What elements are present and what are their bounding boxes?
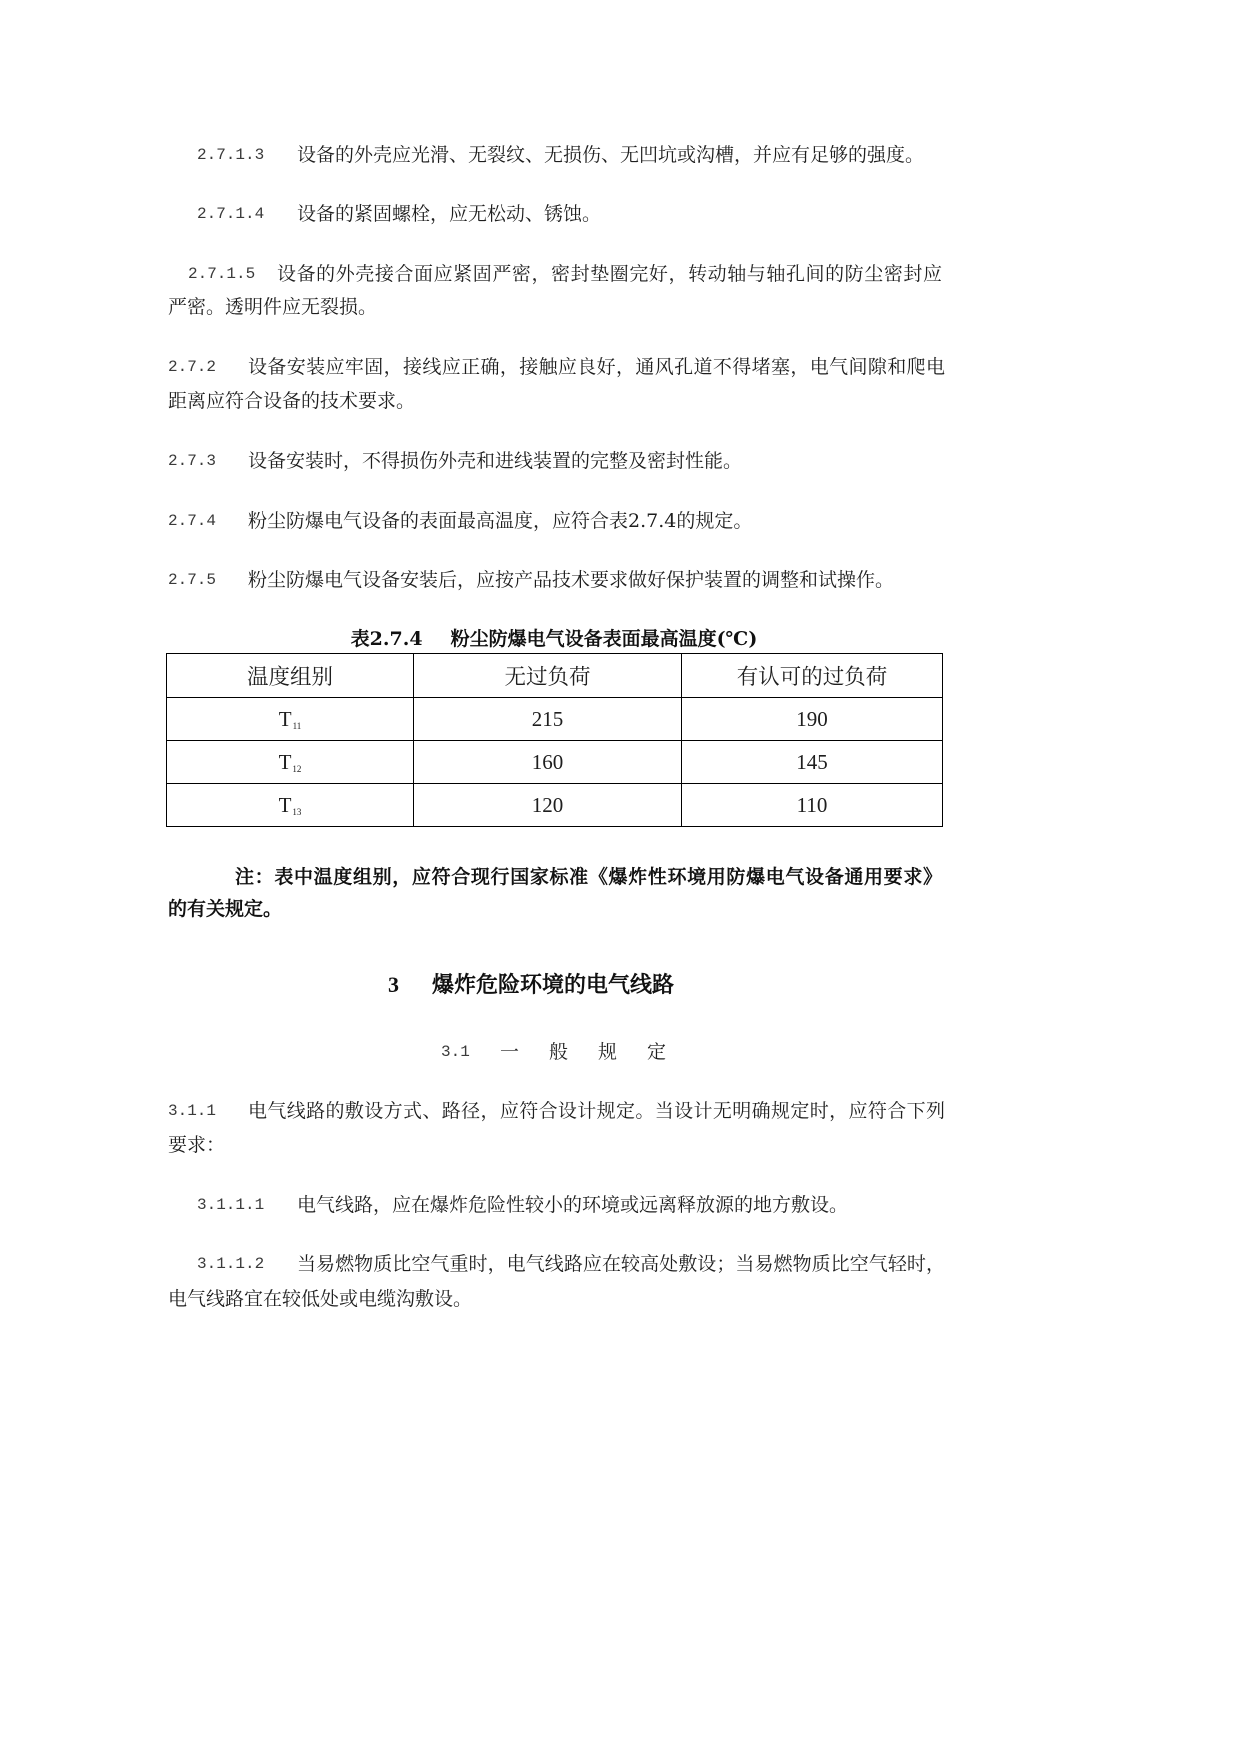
clause-text: 当易燃物质比空气重时，电气线路应在较高处敷设；当易燃物质比空气轻时， bbox=[297, 1253, 945, 1275]
column-header-no-overload: 无过负荷 bbox=[414, 654, 682, 698]
chapter-number: 3 bbox=[388, 972, 399, 997]
group-symbol: T bbox=[278, 749, 292, 774]
approved-overload-cell: 110 bbox=[682, 784, 943, 827]
temperature-group-cell bbox=[167, 784, 414, 827]
clause-text: 设备的外壳应光滑、无裂纹、无损伤、无凹坑或沟槽，并应有足够的强度。 bbox=[297, 144, 925, 166]
clause-text: 设备安装应牢固，接线应正确，接触应良好，通风孔道不得堵塞，电气间隙和爬电 bbox=[248, 356, 945, 378]
clause-number: 3.1.1.1 bbox=[197, 1196, 265, 1214]
group-subscript: 11 bbox=[292, 720, 302, 731]
clause-number: 3.1.1 bbox=[168, 1102, 217, 1120]
temperature-table bbox=[166, 653, 943, 827]
no-overload-cell: 160 bbox=[414, 741, 682, 784]
clause-text: 设备的外壳接合面应紧固严密，密封垫圈完好，转动轴与轴孔间的防尘密封应 bbox=[277, 263, 942, 285]
clause-text: 粉尘防爆电气设备安装后，应按产品技术要求做好保护装置的调整和试操作。 bbox=[248, 569, 895, 591]
clause-number: 2.7.2 bbox=[168, 358, 217, 376]
group-symbol: T bbox=[278, 706, 292, 731]
clause-number: 3.1.1.2 bbox=[197, 1255, 265, 1273]
no-overload-cell: 120 bbox=[414, 784, 682, 827]
clause-text: 粉尘防爆电气设备的表面最高温度，应符合表2.7.4的规定。 bbox=[248, 510, 753, 532]
clause-text-continuation: 要求： bbox=[168, 1134, 226, 1156]
table-row bbox=[167, 741, 943, 784]
clause-text: 设备安装时，不得损伤外壳和进线装置的完整及密封性能。 bbox=[248, 450, 743, 472]
clause-text: 电气线路的敷设方式、路径，应符合设计规定。当设计无明确规定时，应符合下列 bbox=[248, 1100, 945, 1122]
table-caption-number: 表2.7.4 bbox=[350, 628, 423, 650]
clause-text-continuation: 距离应符合设备的技术要求。 bbox=[168, 390, 416, 412]
clause-text: 设备的紧固螺栓，应无松动、锈蚀。 bbox=[297, 203, 602, 225]
approved-overload-cell: 190 bbox=[682, 698, 943, 741]
clause-text-continuation: 严密。透明件应无裂损。 bbox=[168, 296, 378, 318]
table-caption bbox=[166, 628, 942, 650]
section-title: 一 般 规 定 bbox=[500, 1041, 672, 1063]
clause-number: 2.7.4 bbox=[168, 512, 217, 530]
clause-number: 2.7.1.3 bbox=[197, 146, 265, 164]
group-subscript: 13 bbox=[292, 806, 302, 817]
table-header-row bbox=[167, 654, 943, 698]
section-number: 3.1 bbox=[441, 1043, 470, 1061]
clause-number: 2.7.3 bbox=[168, 452, 217, 470]
clause-text-continuation: 电气线路宜在较低处或电缆沟敷设。 bbox=[168, 1288, 473, 1310]
table-caption-title: 粉尘防爆电气设备表面最高温度(℃) bbox=[450, 628, 758, 650]
note-text-continuation: 的有关规定。 bbox=[168, 898, 283, 920]
note-text: 注：表中温度组别，应符合现行国家标准《爆炸性环境用防爆电气设备通用要求》 bbox=[235, 866, 942, 888]
group-subscript: 12 bbox=[292, 763, 302, 774]
clause-number: 2.7.5 bbox=[168, 571, 217, 589]
group-symbol: T bbox=[278, 792, 292, 817]
column-header-approved-overload: 有认可的过负荷 bbox=[682, 654, 943, 698]
table-row bbox=[167, 784, 943, 827]
chapter-title: 爆炸危险环境的电气线路 bbox=[432, 972, 675, 998]
clause-number: 2.7.1.5 bbox=[188, 265, 256, 283]
clause-number: 2.7.1.4 bbox=[197, 205, 265, 223]
approved-overload-cell: 145 bbox=[682, 741, 943, 784]
clause-text: 电气线路，应在爆炸危险性较小的环境或远离释放源的地方敷设。 bbox=[297, 1194, 849, 1216]
column-header-temperature-group: 温度组别 bbox=[167, 654, 414, 698]
temperature-group-cell bbox=[167, 741, 414, 784]
no-overload-cell: 215 bbox=[414, 698, 682, 741]
table-row bbox=[167, 698, 943, 741]
temperature-group-cell bbox=[167, 698, 414, 741]
